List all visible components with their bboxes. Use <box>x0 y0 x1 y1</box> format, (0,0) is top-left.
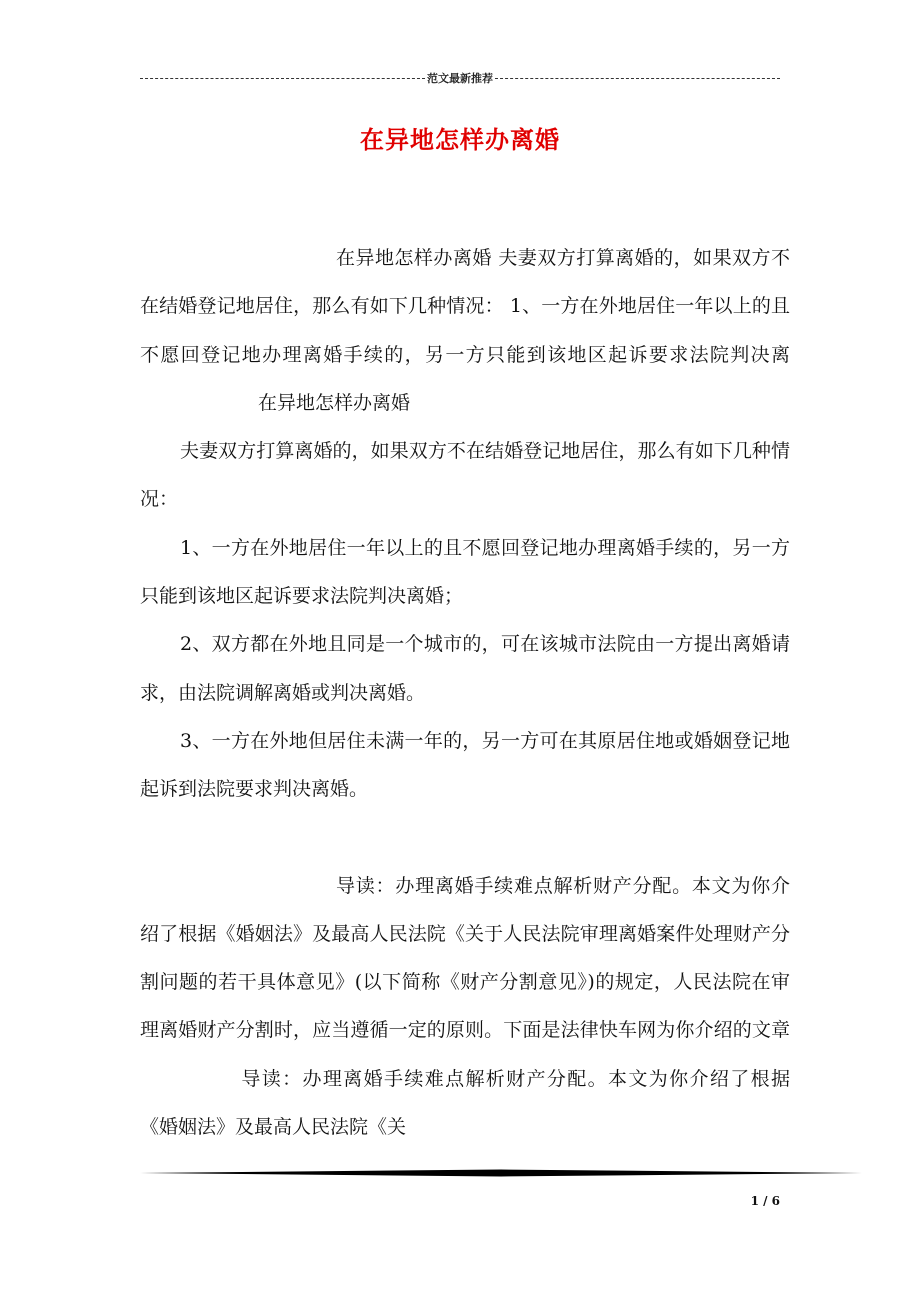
page-number: 1 / 6 <box>750 1194 780 1208</box>
body-paragraph: 3、一方在外地但居住未满一年的，另一方可在其原居住地或婚姻登记地起诉到法院要求判决离婚。 <box>140 729 790 801</box>
guide-lead-text: 导读：办理离婚手续难点解析财产分配。本文为你介绍了根据《婚姻法》及最高人民法院《关于人民法院审理离婚案件处理财产分割问题的若干具体意见》(以下简称《财产分割意见》)的规定，人民法院在审理离婚财产分割时，应当遵循一定的原则。下面是法律快车网为你介绍的文章 <box>140 874 790 1042</box>
document-body <box>140 234 790 1151</box>
guide-paragraph <box>140 862 790 1152</box>
summary-lead-text: 在异地怎样办离婚 夫妻双方打算离婚的，如果双方不在结婚登记地居住，那么有如下几种情况： 1、一方在外地居住一年以上的且不愿回登记地办理离婚手续的，另一方只能到该地区起诉要求法院判决离 <box>140 247 790 366</box>
summary-tail-text: 在异地怎样办离婚 <box>258 391 411 414</box>
guide-tail-text: 导读：办理离婚手续难点解析财产分配。本文为你介绍了根据《婚姻法》及最高人民法院《关 <box>140 1067 790 1139</box>
footer-divider <box>140 1166 862 1180</box>
summary-paragraph <box>140 234 790 427</box>
header-dash-left <box>140 78 425 79</box>
body-paragraph: 2、双方都在外地且同是一个城市的，可在该城市法院由一方提出离婚请求，由法院调解离婚或判决离婚。 <box>140 633 790 704</box>
header-dash-right <box>495 78 780 79</box>
header-banner <box>140 70 780 86</box>
header-label: 范文最新推荐 <box>427 72 493 85</box>
document-title: 在异地怎样办离婚 <box>360 125 560 154</box>
body-paragraph: 夫妻双方打算离婚的，如果双方不在结婚登记地居住，那么有如下几种情况： <box>140 440 790 511</box>
body-paragraph: 1、一方在外地居住一年以上的且不愿回登记地办理离婚手续的，另一方只能到该地区起诉要求法院判决离婚； <box>140 536 790 608</box>
